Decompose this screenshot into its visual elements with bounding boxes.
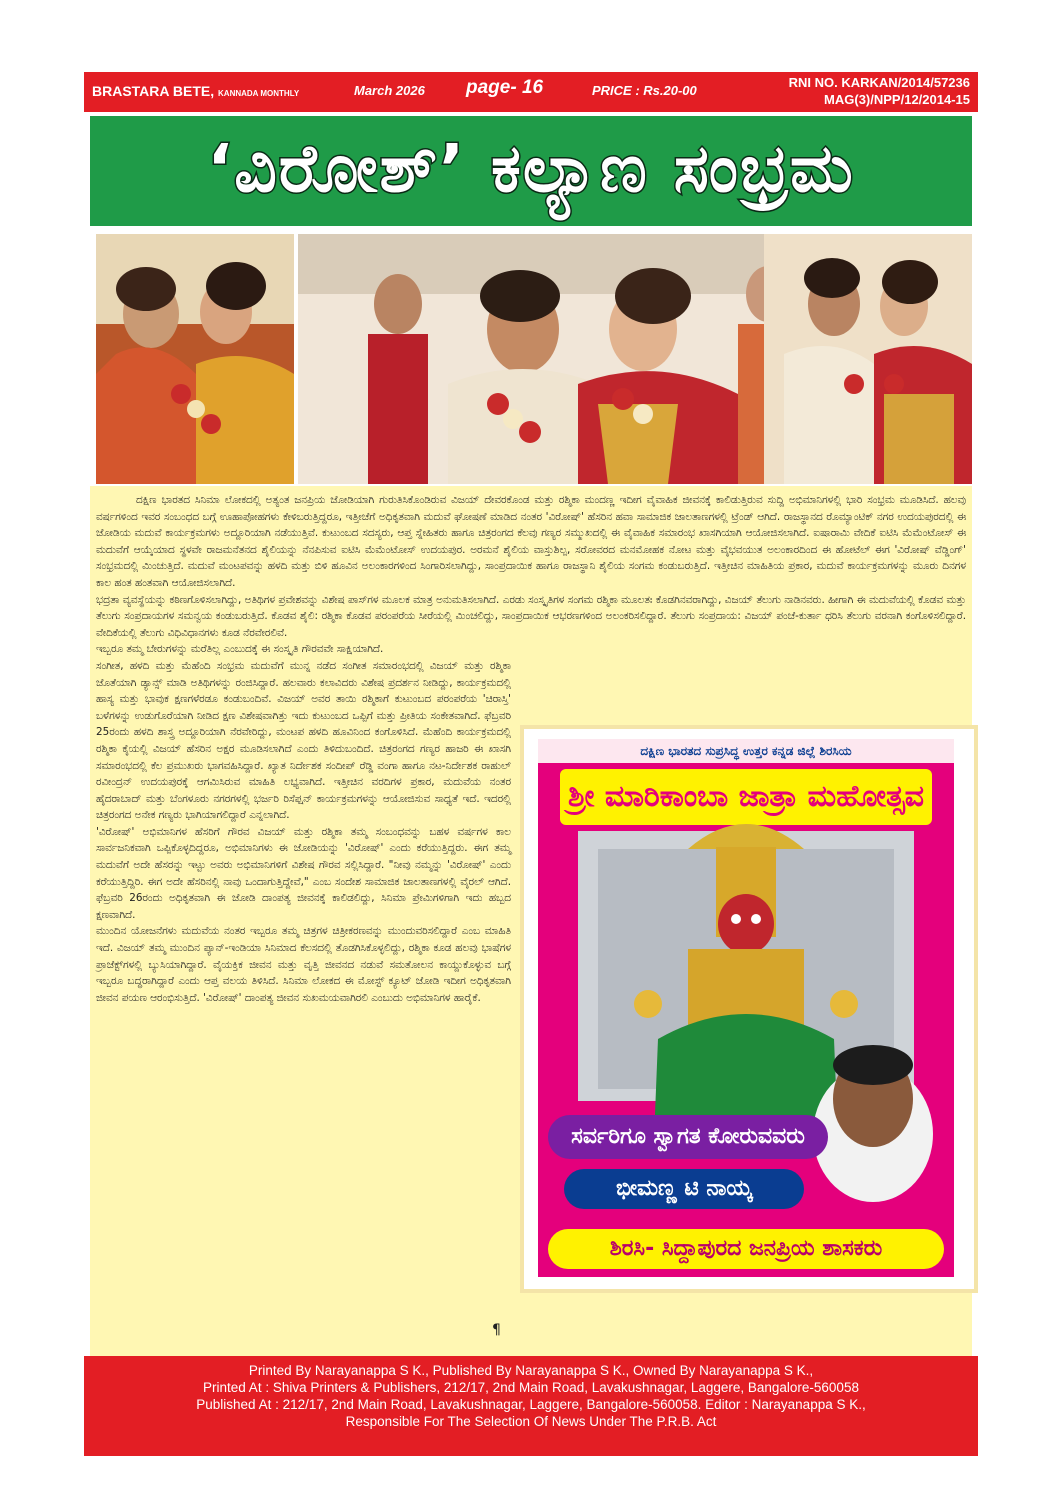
ad-title: ಶ್ರೀ ಮಾರಿಕಾಂಬಾ ಜಾತ್ರಾ ಮಹೋತ್ಸವ [560, 769, 932, 825]
ad-top-line: ದಕ್ಷಿಣ ಭಾರತದ ಸುಪ್ರಸಿದ್ಧ ಉತ್ತರ ಕನ್ನಡ ಜಿಲ್ಲೆ ಶಿರಸಿಯ [538, 739, 954, 763]
footer-line: Responsible For The Selection Of News Under The P.R.B. Act [345, 1414, 717, 1429]
price: PRICE : Rs.20-00 [592, 83, 697, 98]
rni-number: RNI NO. KARKAN/2014/57236 MAG(3)/NPP/12/2014-15 [788, 75, 970, 107]
publication-name: BRASTARA BETE, KANNADA MONTHLY [92, 83, 300, 99]
article-paragraph: 'ವಿರೋಷ್' ಅಭಿಮಾನಿಗಳ ಹೆಸರಿಗೆ ಗೌರವ ವಿಜಯ್ ಮತ್ತು ರಶ್ಮಿಕಾ ತಮ್ಮ ಸಂಬಂಧವನ್ನು ಬಹಳ ವರ್ಷಗಳ ಕಾಲ ಸಾರ್ವಜನಿಕವಾಗಿ ಒಪ್ಪಿಕೊಳ್ಳದಿದ್ದರೂ, ಅಭಿಮಾನಿಗಳು ಈ ಜೋಡಿಯನ್ನು 'ವಿರೋಷ್' ಎಂದು ಕರೆಯುತ್ತಿದ್ದರು. ಈಗ ತಮ್ಮ ಮದುವೆಗೆ ಅದೇ ಹೆಸರನ್ನು ಇಟ್ಟು ಅವರು ಅಭಿಮಾನಿಗಳಿಗೆ ವಿಶೇಷ ಗೌರವ ಸಲ್ಲಿಸಿದ್ದಾರೆ. "ನೀವು ನಮ್ಮನ್ನು 'ವಿರೋಷ್' ಎಂದು ಕರೆಯುತ್ತಿದ್ದಿರಿ. ಈಗ ಅದೇ ಹೆಸರಿನಲ್ಲಿ ನಾವು ಒಂದಾಗುತ್ತಿದ್ದೇವೆ," ಎಂಬ ಸಂದೇಶ ಸಾಮಾಜಿಕ ಜಾಲತಾಣಗಳಲ್ಲಿ ವೈರಲ್ ಆಗಿದೆ. ಫೆಬ್ರವರಿ 26ರಂದು ಅಧಿಕೃತವಾಗಿ ಈ ಜೋಡಿ ದಾಂಪತ್ಯ ಜೀವನಕ್ಕೆ ಕಾಲಿಡಲಿದ್ದು, ಸಿನಿಮಾ ಪ್ರೇಮಿಗಳಿಗಾಗಿ ಇದು ಹಬ್ಬದ ಕ್ಷಣವಾಗಿದೆ. [96, 825, 511, 921]
headline: ‘ವಿರೋಶ್’ ಕಲ್ಯಾಣ ಸಂಭ್ರಮ [207, 130, 855, 207]
advertisement [520, 725, 978, 1293]
imprint-footer [84, 1356, 978, 1456]
wedding-photo-right [764, 234, 972, 484]
headline-banner [90, 116, 972, 226]
article-paragraph: ಸಂಗೀತ, ಹಳದಿ ಮತ್ತು ಮೆಹೆಂದಿ ಸಂಭ್ರಮ ಮದುವೆಗೆ ಮುನ್ನ ನಡೆದ ಸಂಗೀತ ಸಮಾರಂಭದಲ್ಲಿ ವಿಜಯ್ ಮತ್ತು ರಶ್ಮಿಕಾ ಜೊತೆಯಾಗಿ ಡ್ಯಾನ್ಸ್ ಮಾಡಿ ಅತಿಥಿಗಳನ್ನು ರಂಜಿಸಿದ್ದಾರೆ. ಹಲವಾರು ಕಲಾವಿದರು ವಿಶೇಷ ಪ್ರದರ್ಶನ ನೀಡಿದ್ದು, ಕಾರ್ಯಕ್ರಮದಲ್ಲಿ ಹಾಸ್ಯ ಮತ್ತು ಭಾವುಕ ಕ್ಷಣಗಳೆರಡೂ ಕಂಡುಬಂದಿವೆ. ವಿಜಯ್ ಅವರ ತಾಯಿ ರಶ್ಮಿಕಾಗೆ ಕುಟುಂಬದ ಪರಂಪರೆಯ 'ಚಿರಾಸ್ತಿ' ಬಳೆಗಳನ್ನು ಉಡುಗೊರೆಯಾಗಿ ನೀಡಿದ ಕ್ಷಣ ವಿಶೇಷವಾಗಿತ್ತು ಇದು ಕುಟುಂಬದ ಒಪ್ಪಿಗೆ ಮತ್ತು ಪ್ರೀತಿಯ ಸಂಕೇತವಾಗಿದೆ. ಫೆಬ್ರವರಿ 25ರಂದು ಹಳದಿ ಶಾಸ್ತ್ರ ಅದ್ದೂರಿಯಾಗಿ ನೆರವೇರಿದ್ದು, ಮಂಟಪ ಹಳದಿ ಹೂವಿನಿಂದ ಕಂಗೊಳಿಸಿದೆ. ಮೆಹೆಂದಿ ಕಾರ್ಯಕ್ರಮದಲ್ಲಿ ರಶ್ಮಿಕಾ ಕೈಯಲ್ಲಿ ವಿಜಯ್ ಹೆಸರಿನ ಅಕ್ಷರ ಮೂಡಿಸಲಾಗಿದೆ ಎಂದು ತಿಳಿದುಬಂದಿದೆ. ಚಿತ್ರರಂಗದ ಗಣ್ಯರ ಹಾಜರಿ ಈ ಖಾಸಗಿ ಸಮಾರಂಭದಲ್ಲಿ ಕೆಲ ಪ್ರಮುಖರು ಭಾಗವಹಿಸಿದ್ದಾರೆ. ಖ್ಯಾತ ನಿರ್ದೇಶಕ ಸಂದೀಪ್ ರೆಡ್ಡಿ ವಂಗಾ ಹಾಗೂ ನಟ-ನಿರ್ದೇಶಕ ರಾಹುಲ್ ರವೀಂದ್ರನ್ ಉದಯಪುರಕ್ಕೆ ಆಗಮಿಸಿರುವ ಮಾಹಿತಿ ಲಭ್ಯವಾಗಿದೆ. ಇತ್ತೀಚಿನ ವರದಿಗಳ ಪ್ರಕಾರ, ಮದುವೆಯ ನಂತರ ಹೈದರಾಬಾದ್ ಮತ್ತು ಬೆಂಗಳೂರು ನಗರಗಳಲ್ಲಿ ಭರ್ಜರಿ ರಿಸೆಪ್ಷನ್ ಕಾರ್ಯಕ್ರಮಗಳನ್ನು ಆಯೋಜಿಸುವ ಸಾಧ್ಯತೆ ಇದೆ. ಇದರಲ್ಲಿ ಚಿತ್ರರಂಗದ ಅನೇಕ ಗಣ್ಯರು ಭಾಗಿಯಾಗಲಿದ್ದಾರೆ ಎನ್ನಲಾಗಿದೆ. [96, 659, 511, 822]
ad-designation: ಶಿರಸಿ- ಸಿದ್ದಾಪುರದ ಜನಪ್ರಿಯ ಶಾಸಕರು [548, 1229, 944, 1269]
ad-greeting: ಸರ್ವರಿಗೂ ಸ್ವಾಗತ ಕೋರುವವರು [548, 1115, 828, 1159]
article-paragraph: ಇಬ್ಬರೂ ತಮ್ಮ ಬೇರುಗಳನ್ನು ಮರೆತಿಲ್ಲ ಎಂಬುದಕ್ಕೆ ಈ ಸಂಸ್ಕೃತಿ ಗೌರವವೇ ಸಾಕ್ಷಿಯಾಗಿದೆ. [96, 643, 384, 656]
footer-line: Printed By Narayanappa S K., Published By Narayanappa S K., Owned By Narayanappa S K., [248, 1363, 814, 1378]
page-number: page- 16 [466, 77, 544, 98]
footer-line: Printed At : Shiva Printers & Publishers, 212/17, 2nd Main Road, Lavakushnagar, Laggere, Bangalore-560058 [203, 1380, 859, 1395]
article-paragraph: ಮುಂದಿನ ಯೋಜನೆಗಳು ಮದುವೆಯ ನಂತರ ಇಬ್ಬರೂ ತಮ್ಮ ಚಿತ್ರಗಳ ಚಿತ್ರೀಕರಣವನ್ನು ಮುಂದುವರಿಸಲಿದ್ದಾರೆ ಎಂಬ ಮಾಹಿತಿ ಇದೆ. ವಿಜಯ್ ತಮ್ಮ ಮುಂದಿನ ಪ್ಯಾನ್-ಇಂಡಿಯಾ ಸಿನಿಮಾದ ಕೆಲಸದಲ್ಲಿ ತೊಡಗಿಸಿಕೊಳ್ಳಲಿದ್ದು, ರಶ್ಮಿಕಾ ಕೂಡ ಹಲವು ಭಾಷೆಗಳ ಪ್ರಾಜೆಕ್ಟ್‌ಗಳಲ್ಲಿ ಬ್ಯುಸಿಯಾಗಿದ್ದಾರೆ. ವೈಯಕ್ತಿಕ ಜೀವನ ಮತ್ತು ವೃತ್ತಿ ಜೀವನದ ನಡುವೆ ಸಮತೋಲನ ಕಾಯ್ದುಕೊಳ್ಳುವ ಬಗ್ಗೆ ಇಬ್ಬರೂ ಬದ್ಧರಾಗಿದ್ದಾರೆ ಎಂದು ಆಪ್ತ ವಲಯ ತಿಳಿಸಿದೆ. ಸಿನಿಮಾ ಲೋಕದ ಈ ಮೋಸ್ಟ್ ಕ್ಯೂಟ್ ಜೋಡಿ ಇದೀಗ ಅಧಿಕೃತವಾಗಿ ಜೀವನ ಪಯಣ ಆರಂಭಿಸುತ್ತಿದೆ. 'ವಿರೋಷ್' ದಾಂಪತ್ಯ ಜೀವನ ಸುಖಮಯವಾಗಿರಲಿ ಎಂಬುದು ಅಭಿಮಾನಿಗಳ ಹಾರೈಕೆ. [96, 925, 511, 1004]
ad-person-name: ಭೀಮಣ್ಣ ಟಿ ನಾಯ್ಕ [564, 1169, 804, 1209]
footer-line: Published At : 212/17, 2nd Main Road, Lavakushnagar, Laggere, Bangalore-560058. Editor : Narayanappa S K., [196, 1397, 866, 1412]
paragraph-mark: ¶ [492, 1322, 501, 1338]
issue-date: March 2026 [354, 83, 425, 98]
wedding-photo-left [96, 234, 294, 484]
advertisement-poster [538, 739, 954, 1277]
masthead-bar [84, 72, 978, 112]
article-paragraph: ದಕ್ಷಿಣ ಭಾರತದ ಸಿನಿಮಾ ಲೋಕದಲ್ಲಿ ಅತ್ಯಂತ ಜನಪ್ರಿಯ ಜೋಡಿಯಾಗಿ ಗುರುತಿಸಿಕೊಂಡಿರುವ ವಿಜಯ್ ದೇವರಕೊಂಡ ಮತ್ತು ರಶ್ಮಿಕಾ ಮಂದಣ್ಣ ಇದೀಗ ವೈವಾಹಿಕ ಜೀವನಕ್ಕೆ ಕಾಲಿಡುತ್ತಿರುವ ಸುದ್ದಿ ಅಭಿಮಾನಿಗಳಲ್ಲಿ ಭಾರಿ ಸಂಭ್ರಮ ಮೂಡಿಸಿದೆ. ಹಲವು ವರ್ಷಗಳಿಂದ ಇವರ ಸಂಬಂಧದ ಬಗ್ಗೆ ಊಹಾಪೋಹಗಳು ಕೇಳಿಬರುತ್ತಿದ್ದರೂ, ಇತ್ತೀಚೆಗೆ ಅಧಿಕೃತವಾಗಿ ಮದುವೆ ಘೋಷಣೆ ಮಾಡಿದ ನಂತರ 'ವಿರೋಷ್' ಹೆಸರಿನ ಹವಾ ಸಾಮಾಜಿಕ ಜಾಲತಾಣಗಳಲ್ಲಿ ಟ್ರೆಂಡ್ ಆಗಿದೆ. ರಾಜಸ್ಥಾನದ ರೊಮ್ಯಾಂಟಿಕ್ ನಗರ ಉದಯಪುರದಲ್ಲಿ ಈ ಜೋಡಿಯ ಮದುವೆ ಕಾರ್ಯಕ್ರಮಗಳು ಅದ್ದೂರಿಯಾಗಿ ನಡೆಯುತ್ತಿವೆ. ಕುಟುಂಬದ ಸದಸ್ಯರು, ಆಪ್ತ ಸ್ನೇಹಿತರು ಹಾಗೂ ಚಿತ್ರರಂಗದ ಕೆಲವು ಗಣ್ಯರ ಸಮ್ಮುಖದಲ್ಲಿ ಈ ವೈವಾಹಿಕ ಸಮಾರಂಭ ಖಾಸಗಿಯಾಗಿ ಆಯೋಜಿಸಲಾಗಿದೆ. ಐಷಾರಾಮಿ ವೇದಿಕೆ ಐಟಿಸಿ ಮೆಮೆಂಟೋಸ್ ಈ ಮದುವೆಗೆ ಆಯ್ಕೆಯಾದ ಸ್ಥಳವೇ ರಾಜಮನೆತನದ ಶೈಲಿಯನ್ನು ನೆನಪಿಸುವ ಐಟಿಸಿ ಮೆಮೆಂಟೋಸ್ ಉದಯಪುರ. ಅರಮನೆ ಶೈಲಿಯ ವಾಸ್ತುಶಿಲ್ಪ, ಸರೋವರದ ಮನಮೋಹಕ ನೋಟ ಮತ್ತು ವೈಭವಯುತ ಅಲಂಕಾರದಿಂದ ಈ ಹೋಟೆಲ್ ಈಗ 'ವಿರೋಷ್ ವೆಡ್ಡಿಂಗ್' ಸಂಭ್ರಮದಲ್ಲಿ ಮಿಂಚುತ್ತಿದೆ. ಮದುವೆ ಮಂಟಪವನ್ನು ಹಳದಿ ಮತ್ತು ಬಿಳಿ ಹೂವಿನ ಅಲಂಕಾರಗಳಿಂದ ಸಿಂಗಾರಿಸಲಾಗಿದ್ದು, ಸಾಂಪ್ರದಾಯಿಕ ಹಾಗೂ ರಾಜಸ್ಥಾನಿ ಶೈಲಿಯ ಸಂಗಮ ಕಂಡುಬರುತ್ತಿದೆ. ಇತ್ತೀಚಿನ ಮಾಹಿತಿಯ ಪ್ರಕಾರ, ಮದುವೆ ಕಾರ್ಯಕ್ರಮಗಳನ್ನು ಮೂರು ದಿನಗಳ ಕಾಲ ಹಂತ ಹಂತವಾಗಿ ಆಯೋಜಿಸಲಾಗಿದೆ. [96, 494, 966, 589]
article-paragraph: ಭದ್ರತಾ ವ್ಯವಸ್ಥೆಯನ್ನು ಕಠಿಣಗೊಳಿಸಲಾಗಿದ್ದು, ಅತಿಥಿಗಳ ಪ್ರವೇಶವನ್ನು ವಿಶೇಷ ಪಾಸ್‌ಗಳ ಮೂಲಕ ಮಾತ್ರ ಅನುಮತಿಸಲಾಗಿದೆ. ಎರಡು ಸಂಸ್ಕೃತಿಗಳ ಸಂಗಮ ರಶ್ಮಿಕಾ ಮೂಲತಃ ಕೊಡಗಿನವರಾಗಿದ್ದು, ವಿಜಯ್ ತೆಲುಗು ನಾಡಿನವರು. ಹೀಗಾಗಿ ಈ ಮದುವೆಯಲ್ಲಿ ಕೊಡವ ಮತ್ತು ತೆಲುಗು ಸಂಪ್ರದಾಯಗಳ ಸಮನ್ವಯ ಕಂಡುಬರುತ್ತಿದೆ. ಕೊಡವ ಶೈಲಿ: ರಶ್ಮಿಕಾ ಕೊಡವ ಪರಂಪರೆಯ ಸೀರೆಯಲ್ಲಿ ಮಿಂಚಲಿದ್ದು, ಸಾಂಪ್ರದಾಯಿಕ ಆಭರಣಗಳಿಂದ ಅಲಂಕರಿಸಲಿದ್ದಾರೆ. ತೆಲುಗು ಸಂಪ್ರದಾಯ: ವಿಜಯ್ ಪಂಚೆ-ಕುರ್ತಾ ಧರಿಸಿ ತೆಲುಗು ವರನಾಗಿ ಕಂಗೊಳಿಸಲಿದ್ದಾರೆ. ವೇದಿಕೆಯಲ್ಲಿ ತೆಲುಗು ವಿಧಿವಿಧಾನಗಳು ಕೂಡ ನೆರವೇರಲಿವೆ. [96, 593, 966, 639]
photo-strip [96, 234, 972, 484]
